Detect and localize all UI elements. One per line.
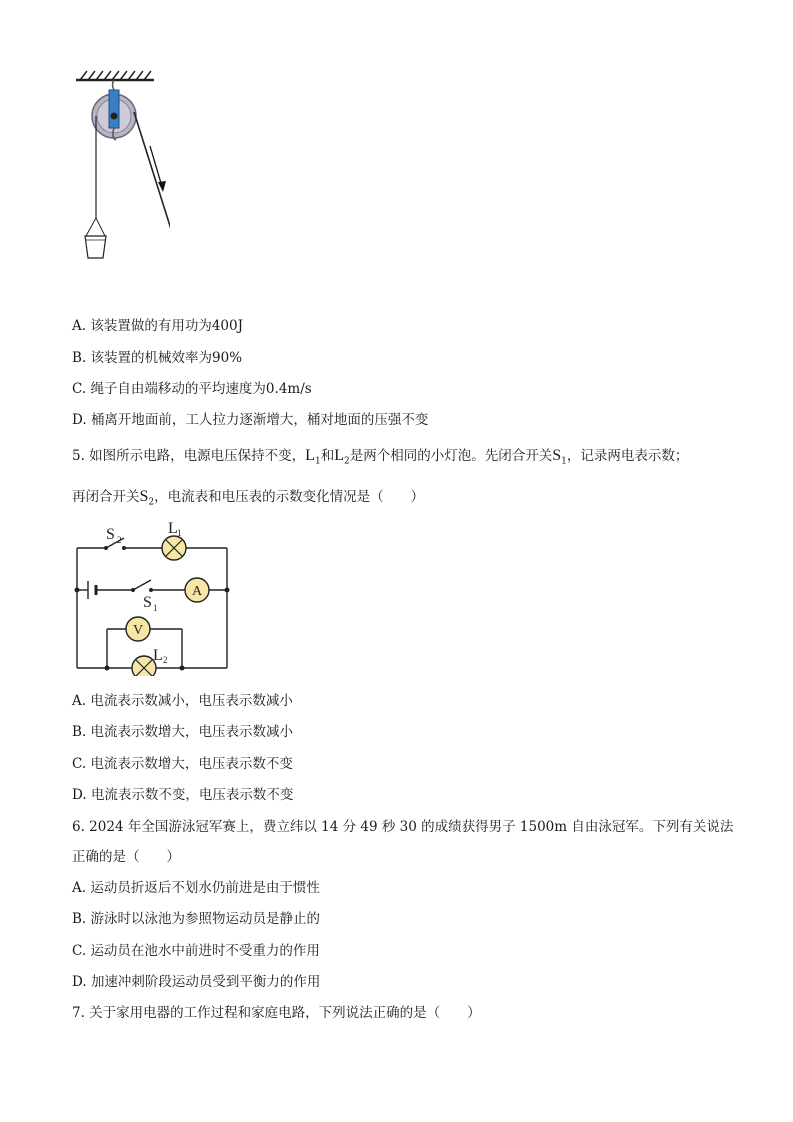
svg-text:V: V <box>132 623 144 638</box>
q6-stem-line1: 6. 2024 年全国游泳冠军赛上，费立纬以 14 分 49 秒 30 的成绩获得男子 1500m 自由泳冠军。下列有关说法 <box>72 819 734 835</box>
circuit-diagram <box>66 514 238 676</box>
pulley-figure <box>70 66 170 306</box>
label-l1: L <box>168 520 178 537</box>
label-s1: S <box>143 594 152 611</box>
q5-option-b: B. 电流表示数增大，电压表示数减小 <box>72 724 294 740</box>
q5-option-a: A. 电流表示数减小，电压表示数减小 <box>72 693 293 709</box>
svg-text:A: A <box>191 584 203 599</box>
q4-option-a: A. 该装置做的有用功为400J <box>72 318 244 334</box>
q6-stem-line2: 正确的是（ ） <box>72 849 180 865</box>
voltmeter-icon <box>126 617 150 641</box>
label-s2: S <box>106 526 115 543</box>
lamp-l1-icon <box>162 536 186 560</box>
q6-option-b: B. 游泳时以泳池为参照物运动员是静止的 <box>72 911 321 927</box>
q4-option-b: B. 该装置的机械效率为90% <box>72 350 243 366</box>
q4-option-d: D. 桶离开地面前，工人拉力逐渐增大，桶对地面的压强不变 <box>72 412 429 428</box>
q7-stem: 7. 关于家用电器的工作过程和家庭电路，下列说法正确的是（ ） <box>72 1005 481 1021</box>
svg-text:2: 2 <box>163 655 168 665</box>
q6-option-a: A. 运动员折返后不划水仍前进是由于惯性 <box>72 880 320 896</box>
q5-stem-line1: 5. 如图所示电路，电源电压保持不变，$L_1$和$L_2$是两个相同的小灯泡。先闭合开关$S_1$，记录两电表示数； <box>72 447 689 467</box>
q6-option-d: D. 加速冲刺阶段运动员受到平衡力的作用 <box>72 974 321 990</box>
svg-text:2: 2 <box>117 535 122 545</box>
svg-text:1: 1 <box>177 528 182 538</box>
q4-option-c: C. 绳子自由端移动的平均速度为0.4m/s <box>72 381 312 397</box>
q5-option-c: C. 电流表示数增大，电压表示数不变 <box>72 756 293 772</box>
ammeter-icon <box>185 578 209 602</box>
q6-option-c: C. 运动员在池水中前进时不受重力的作用 <box>72 943 320 959</box>
q5-option-d: D. 电流表示数不变，电压表示数不变 <box>72 787 294 803</box>
q5-stem-line2: 再闭合开关$S_2$，电流表和电压表的示数变化情况是（ ） <box>72 488 425 508</box>
label-l2: L <box>153 647 163 664</box>
svg-text:1: 1 <box>153 603 158 613</box>
